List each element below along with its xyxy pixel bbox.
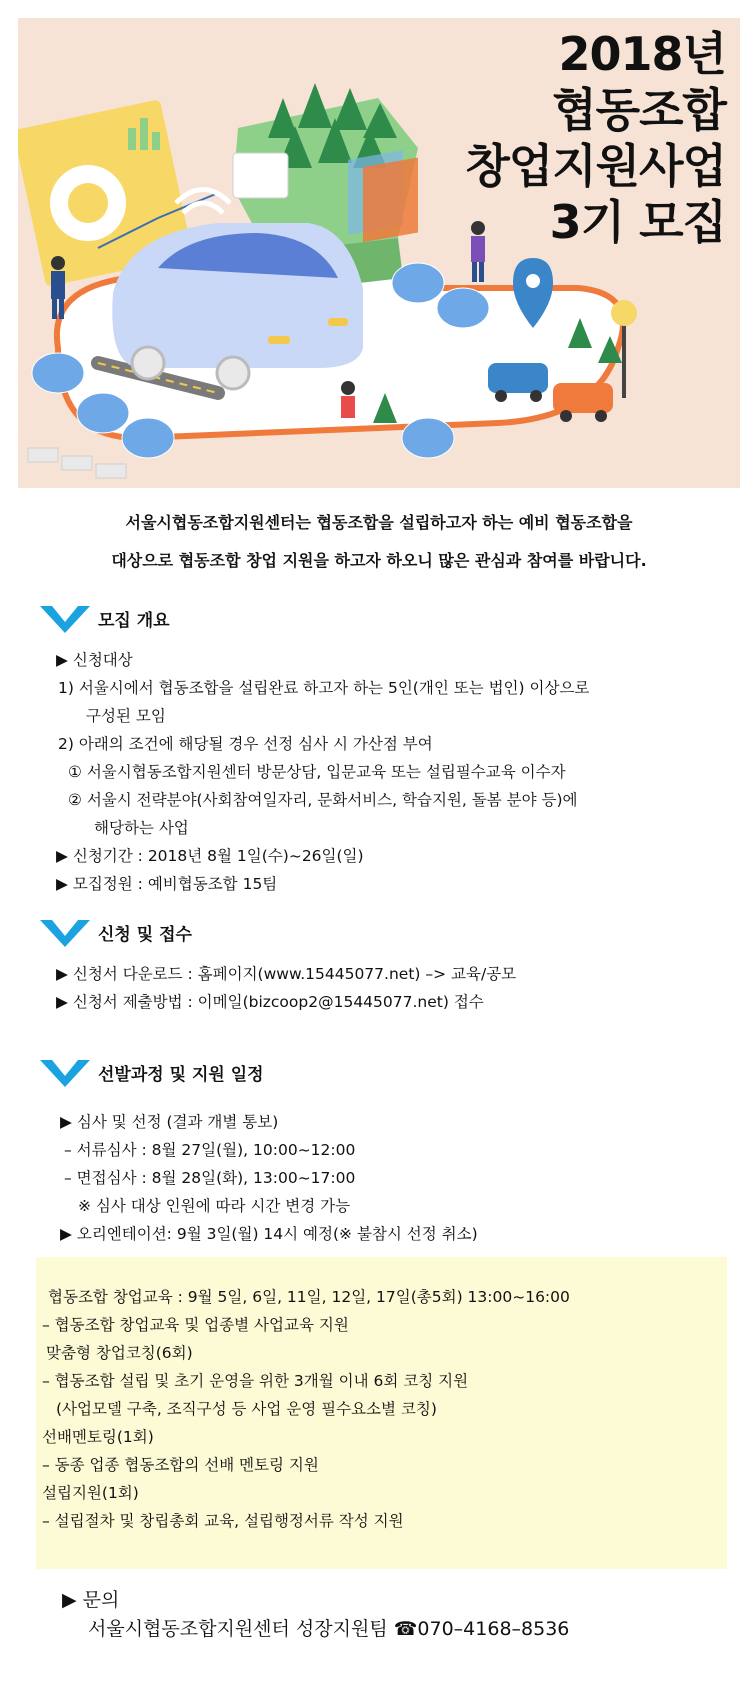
overview-line: 2) 아래의 조건에 해당될 경우 선정 심사 시 가산점 부여 (58, 735, 433, 753)
section-title: 선발과정 및 지원 일정 (98, 1064, 264, 1085)
schedule-line: ※ 심사 대상 인원에 따라 시간 변경 가능 (78, 1197, 351, 1215)
overview-line: 해당하는 사업 (94, 819, 189, 837)
education-line: – 협동조합 설립 및 초기 운영을 위한 3개월 이내 6회 코칭 지원 (42, 1372, 469, 1390)
section-title: 모집 개요 (98, 610, 170, 631)
overview-line: ① 서울시협동조합지원센터 방문상담, 입문교육 또는 설립필수교육 이수자 (68, 763, 566, 781)
hero-banner (18, 18, 740, 488)
intro-paragraph (18, 504, 740, 580)
banner-title-line: 창업지원사업 (465, 139, 726, 193)
education-line: – 설립절차 및 창립총회 교육, 설립행정서류 작성 지원 (42, 1512, 404, 1530)
section-title: 신청 및 접수 (98, 924, 192, 945)
contact-info: 서울시협동조합지원센터 성장지원팀 ☎070–4168–8536 (88, 1618, 570, 1640)
education-line: 협동조합 창업교육 : 9월 5일, 6일, 11일, 12일, 17일(총5회) 13:00~16:00 (48, 1288, 570, 1306)
schedule-line: – 서류심사 : 8월 27일(월), 10:00~12:00 (64, 1141, 356, 1159)
application-line: ▶ 신청서 다운로드 : 홈페이지(www.15445077.net) –> 교육/공모 (56, 965, 517, 983)
schedule-line: ▶ 오리엔테이션: 9월 3일(월) 14시 예정(※ 불참시 선정 취소) (60, 1225, 478, 1243)
education-line: 설립지원(1회) (42, 1484, 139, 1502)
overview-line: ▶ 모집정원 : 예비협동조합 15팀 (56, 875, 278, 893)
banner-title-line: 3기 모집 (549, 195, 726, 249)
chevron-down-icon (40, 916, 90, 948)
chevron-down-icon (40, 1056, 90, 1088)
section-heading-application (40, 912, 192, 952)
schedule-line: – 면접심사 : 8월 28일(화), 13:00~17:00 (64, 1169, 356, 1187)
schedule-line: ▶ 심사 및 선정 (결과 개별 통보) (60, 1113, 279, 1131)
education-line: 선배멘토링(1회) (42, 1428, 154, 1446)
application-line: ▶ 신청서 제출방법 : 이메일(bizcoop2@15445077.net) 접수 (56, 993, 484, 1011)
education-box (36, 1257, 727, 1569)
banner-title-line: 협동조합 (552, 83, 726, 137)
overview-line: ▶ 신청대상 (56, 651, 133, 669)
overview-line: ▶ 신청기간 : 2018년 8월 1일(수)~26일(일) (56, 847, 364, 865)
education-line: – 동종 업종 협동조합의 선배 멘토링 지원 (42, 1456, 319, 1474)
banner-title-line: 2018년 (558, 27, 726, 81)
education-line: 맞춤형 창업코칭(6회) (46, 1344, 193, 1362)
chevron-down-icon (40, 602, 90, 634)
overview-line: 1) 서울시에서 협동조합을 설립완료 하고자 하는 5인(개인 또는 법인) 이상으로 (58, 679, 590, 697)
education-line: – 협동조합 창업교육 및 업종별 사업교육 지원 (42, 1316, 349, 1334)
section-heading-schedule (40, 1052, 264, 1092)
intro-line: 대상으로 협동조합 창업 지원을 하고자 하오니 많은 관심과 참여를 바랍니다. (111, 551, 647, 570)
overview-line: ② 서울시 전략분야(사회참여일자리, 문화서비스, 학습지원, 돌봄 분야 등)에 (68, 791, 578, 809)
intro-line: 서울시협동조합지원센터는 협동조합을 설립하고자 하는 예비 협동조합을 (125, 513, 633, 532)
section-heading-overview (40, 598, 170, 638)
overview-line: 구성된 모임 (86, 707, 166, 725)
banner-title (465, 26, 726, 250)
education-line: (사업모델 구축, 조직구성 등 사업 운영 필수요소별 코칭) (56, 1400, 437, 1418)
contact-label: ▶ 문의 (62, 1589, 120, 1611)
